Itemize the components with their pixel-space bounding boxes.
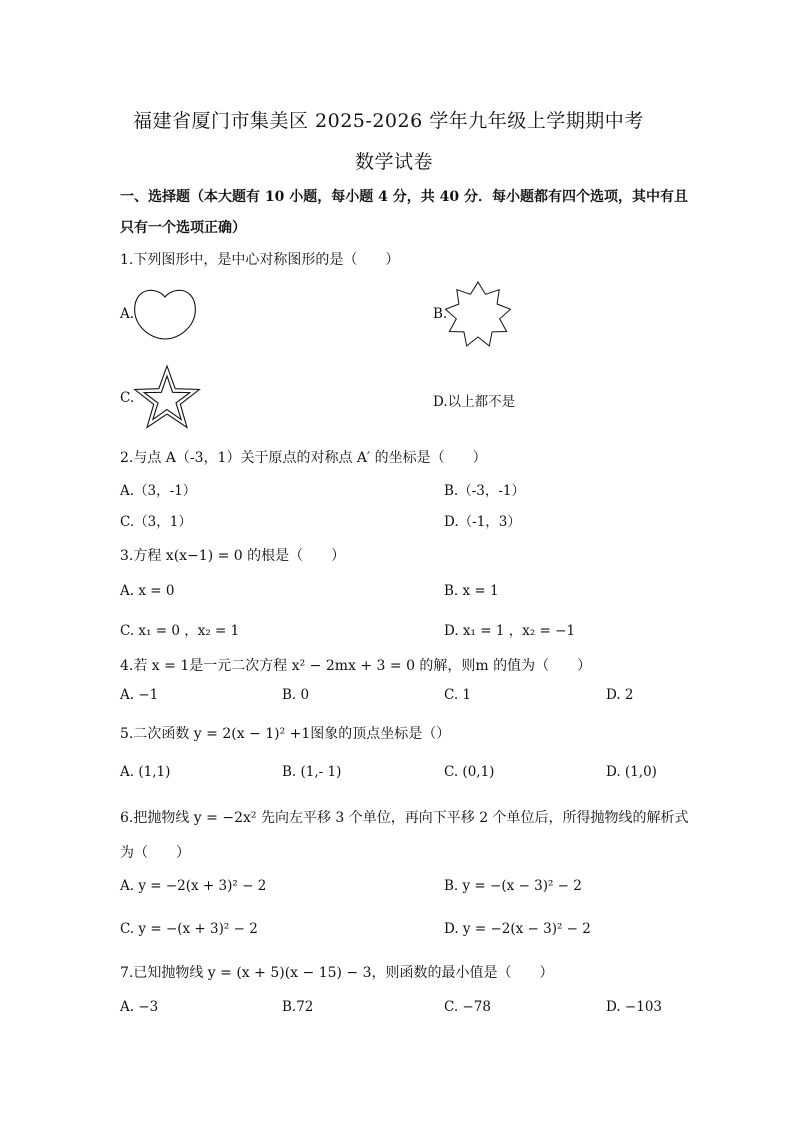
paper-title-line2: 数学试卷: [355, 151, 434, 173]
q1-option-b-label: B.: [433, 306, 448, 322]
q3-option-b: B. x = 1: [444, 583, 499, 599]
q3-option-c: C. x₁ = 0 ，x₂ = 1: [120, 623, 240, 639]
q7-option-d: D. −103: [606, 999, 663, 1015]
section-heading-line1: 一、选择题（本大题有 10 小题，每小题 4 分，共 40 分．每小题都有四个选项，其中有且: [120, 189, 688, 205]
q1-option-d: D.以上都不是: [433, 394, 516, 410]
q5-option-b: B. (1,- 1): [282, 764, 342, 780]
q4-option-d: D. 2: [606, 687, 634, 703]
q6-option-d: D. y = −2(x − 3)² − 2: [444, 921, 591, 937]
double-star-icon: [133, 366, 201, 430]
q6-option-a: A. y = −2(x + 3)² − 2: [120, 878, 267, 894]
q5-option-a: A. (1,1): [120, 764, 171, 780]
question-2-stem: 2.与点 A（-3，1）关于原点的对称点 A′ 的坐标是（ ）: [120, 450, 487, 466]
section-heading-line2: 只有一个选项正确）: [120, 220, 246, 236]
q2-option-d: D.（-1，3）: [444, 514, 521, 530]
q7-option-b: B.72: [282, 999, 314, 1015]
q3-option-a: A. x = 0: [120, 583, 175, 599]
question-6-stem-line1: 6.把抛物线 y = −2x² 先向左平移 3 个单位，再向下平移 2 个单位后，所得抛物线的解析式: [120, 810, 689, 826]
q5-option-d: D. (1,0): [606, 764, 657, 780]
question-6-stem-line2: 为（ ）: [120, 845, 190, 861]
question-4-stem: 4.若 x = 1是一元二次方程 x² − 2mx + 3 = 0 的解，则m 的值为（ ）: [120, 658, 592, 674]
q2-option-b: B.（-3，-1）: [444, 483, 526, 499]
question-3-stem: 3.方程 x(x−1) = 0 的根是（ ）: [120, 548, 346, 564]
q6-option-c: C. y = −(x + 3)² − 2: [120, 921, 258, 937]
q1-option-c-label: C.: [120, 390, 135, 406]
q7-option-a: A. −3: [120, 999, 159, 1015]
q1-option-a-label: A.: [120, 306, 135, 322]
question-7-stem: 7.已知抛物线 y = (x + 5)(x − 15) − 3，则函数的最小值是（ ）: [120, 965, 554, 981]
q5-option-c: C. (0,1): [444, 764, 495, 780]
heart-icon: [132, 285, 198, 341]
q4-option-b: B. 0: [282, 687, 310, 703]
q2-option-c: C.（3，1）: [120, 514, 192, 530]
question-5-stem: 5.二次函数 y = 2(x − 1)² +1图象的顶点坐标是（）: [120, 726, 451, 742]
q7-option-c: C. −78: [444, 999, 491, 1015]
q4-option-c: C. 1: [444, 687, 472, 703]
q2-option-a: A.（3，-1）: [120, 483, 197, 499]
q4-option-a: A. −1: [120, 687, 159, 703]
q6-option-b: B. y = −(x − 3)² − 2: [444, 878, 582, 894]
paper-title-line1: 福建省厦门市集美区 2025-2026 学年九年级上学期期中考: [133, 110, 644, 132]
question-1-stem: 1.下列图形中，是中心对称图形的是（ ）: [120, 252, 400, 268]
q3-option-d: D. x₁ = 1 ，x₂ = −1: [444, 623, 576, 639]
snowflake-star-icon: [443, 280, 513, 350]
